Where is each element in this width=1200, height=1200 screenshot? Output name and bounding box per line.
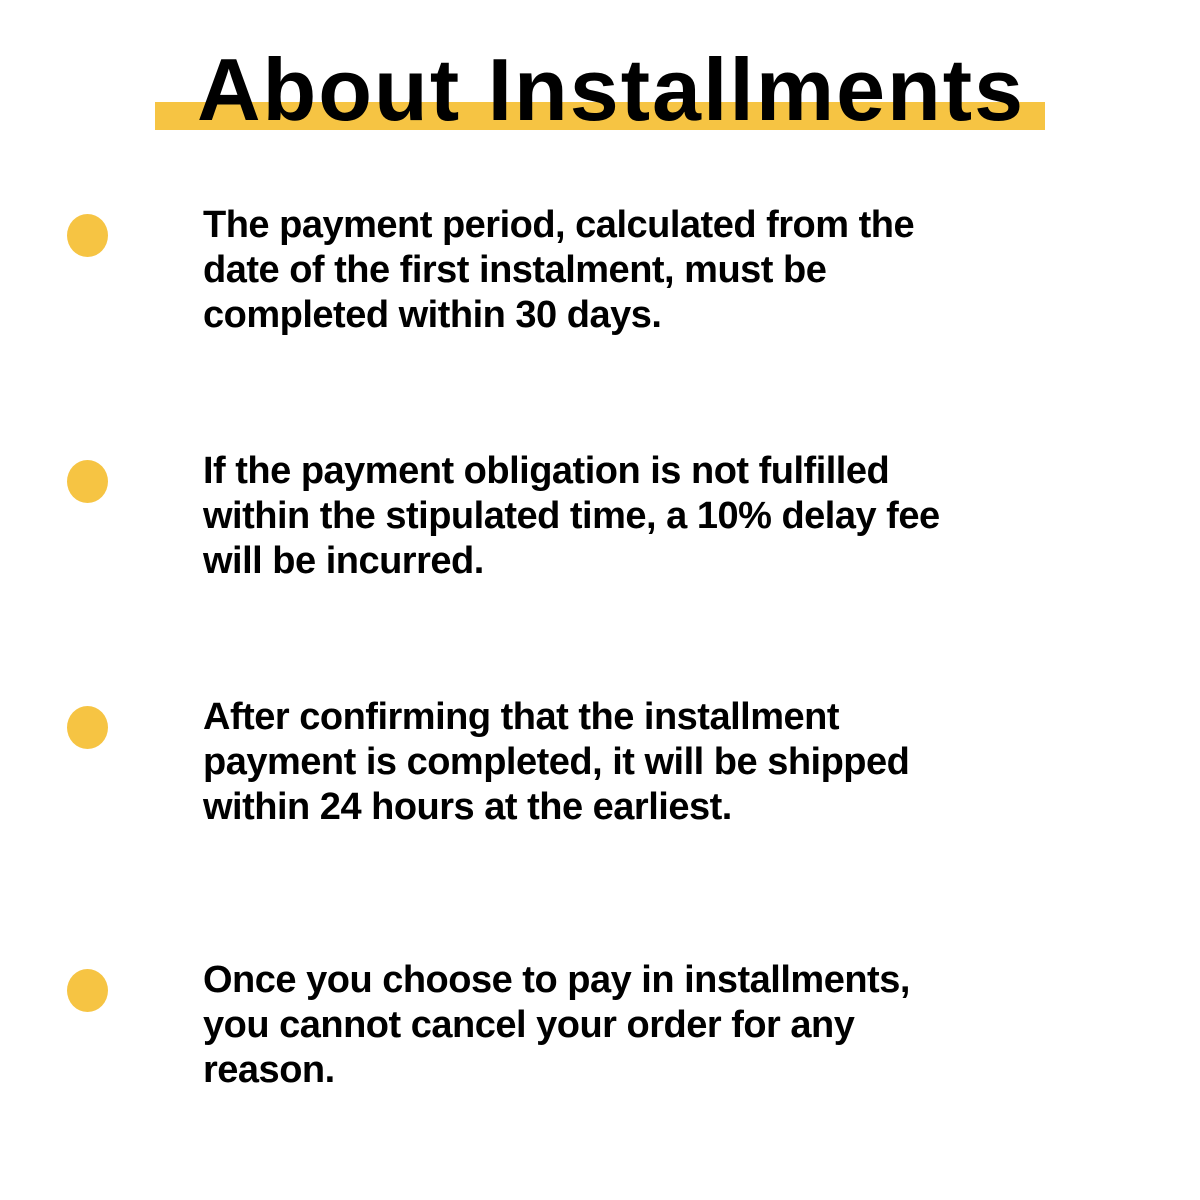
bullet-text (203, 203, 1063, 338)
bullet-line: within the stipulated time, a 10% delay fee (203, 495, 940, 537)
page-title: About Installments (197, 40, 1026, 139)
bullet-line: Once you choose to pay in installments, (203, 959, 910, 1001)
bullet-text (203, 695, 1063, 830)
bullet-text (203, 449, 1063, 584)
bullet-dot-icon (67, 214, 108, 257)
bullet-line: date of the first instalment, must be (203, 249, 827, 291)
bullet-dot-icon (67, 706, 108, 749)
bullet-line: If the payment obligation is not fulfilled (203, 450, 890, 492)
bullet-line: you cannot cancel your order for any (203, 1004, 855, 1046)
bullet-line: reason. (203, 1049, 335, 1091)
bullet-line: After confirming that the installment (203, 696, 839, 738)
bullet-line: payment is completed, it will be shipped (203, 741, 910, 783)
bullet-dot-icon (67, 460, 108, 503)
bullet-line: completed within 30 days. (203, 294, 662, 336)
bullet-text (203, 958, 1063, 1093)
bullet-dot-icon (67, 969, 108, 1012)
bullet-line: within 24 hours at the earliest. (203, 786, 732, 828)
bullet-line: will be incurred. (203, 540, 484, 582)
bullet-line: The payment period, calculated from the (203, 204, 915, 246)
